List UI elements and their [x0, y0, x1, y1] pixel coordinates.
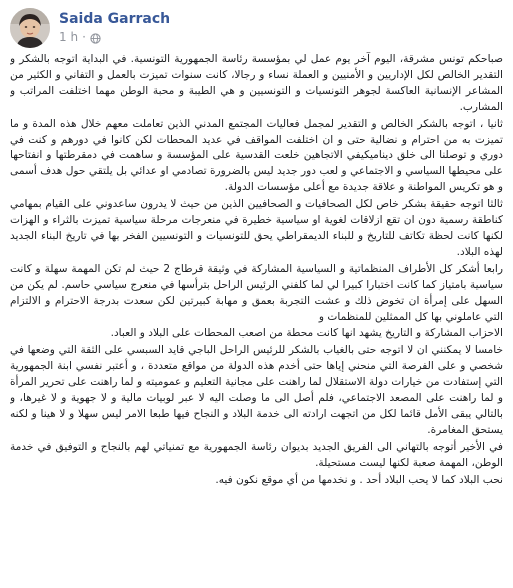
- post-paragraph-6: خامسا لا يمكنني ان لا اتوجه حتى بالغياب بالشكر للرئيس الراحل الباجي قايد السبسي على الثقة التي وضعها في شخصي و على الفرصة التي منحني إياها حتى أخدم هذه الدولة من مواقع متعددة ، و أعتبر نفسي ابنة الجمهورية التي إستفادت من خيارات دولة الاستقلال لما راهنت على مجانية التعليم و عموميته و لما راهنت على تحرير المرأة و لما راهنت على المصعد الاجتماعي، فلم أصل الى ما وصلت اليه لا عبر لوبيات مالية و لا جهوية و لا غيرها، و بالتالي يبقى الأمل قائما لكل من اتجهت ارادته الى خدمة البلاد و النجاح فيها طبعا الامر ليس سهلا و لا هينا و لكنه يستحق المغامرة.: [10, 344, 503, 436]
- author-name[interactable]: Saida Garrach: [59, 11, 171, 27]
- post-meta: [59, 29, 170, 45]
- post-paragraph-3: ثالثا اتوجه حقيقة بشكر خاص لكل الصحافيات و الصحافيين الذين من حيث لا يدرون ساعدوني على القيام بمهامي كناطقة رسمية دون ان تقع ازلاقات لغوية او سياسية خطيرة في منعرجات مرحلة سياسية تميزت بالثراء و الهزات لكنها كانت لحظة تكاتف للتاريخ و للبناء الديمقراطي يحق للتونسيات و التونسيين الفخر بها في تاريخ البناء الجديد لهذه البلاد.: [10, 198, 503, 258]
- post-paragraph-8: نحب البلاد كما لا يحب البلاد أحد . و نخدمها من أي موقع نكون فيه.: [215, 473, 503, 486]
- post-header: [10, 8, 170, 52]
- avatar-image: [10, 8, 50, 48]
- post-paragraph-7: في الأخير أتوجه بالتهاني الى الفريق الجديد بديوان رئاسة الجمهورية مع تمنياتي لهم بالنجاح و التوفيق في خدمة الوطن، المهمة صعبة لكنها ليست مستحيلة.: [10, 440, 503, 469]
- post-body: [10, 52, 503, 584]
- post-paragraph-2: ثانيا ، اتوجه بالشكر الخالص و التقدير لمجمل فعاليات المجتمع المدني الذين تعاملت معهم خلال هذه المدة و ما تميزت به من احترام و نضالية حتى و ان اختلفت المواقف في عديد المحطات لكن كانوا في دورهم و كنت في دوري و توصلنا الى خلق ديناميكيفي الاتجاهين خلعت القدسية على المؤسسة و ساهمت في دمقرطتها و انفتاحها على محيطها السياسي و الاجتماعي و لعب دور جديد ليس بالضرورة تصادمي او عدائي بل يلتقي حول هدف أسمى و هو تكريس المواطنة و علاقة جديدة مع أعلى مؤسسات الدولة.: [10, 117, 503, 194]
- post-paragraph-4: رابعا أشكر كل الأطراف المنظماتية و السياسية المشاركة في وثيقة قرطاج 2 حيث لم تكن المهمة سهلة و كانت سياسية بامتياز كما كانت اختبارا كبيرا لي لما كلفني الرئيس الراحل بترأسها في منعرج سياسي حاسم. لم يكن من السهل على إمرأة ان تخوض ذلك و عشت التجربة بعمق و مهابة كبيرتين لكن سعدت بدرجة الاحترام و الالتزام التي عاملوني بها كل الممثلين للمنظمات و: [10, 262, 503, 323]
- post-paragraph-1: صباحكم تونس مشرقة، اليوم آخر يوم عمل لي بمؤسسة رئاسة الجمهورية التونسية. في البداية اتوجه بالشكر و التقدير الخالص لكل الإداريين و الأمنيين و العملة نساء و رجالا، كانت سنوات تميزت بالعمل و التفاني و الكثير من المشاعر الإنسانية العاكسة لجوهر التونسيات و التونسيين و هي الطيبة و محبة الوطن مهما اختلفت المراتب و المشارب.: [10, 53, 503, 113]
- post-paragraph-5: الاحزاب المشاركة و التاريخ يشهد انها كانت محطة من اصعب المحطات على البلاد و العباد.: [110, 327, 503, 340]
- globe-icon[interactable]: [90, 32, 101, 43]
- avatar[interactable]: [10, 8, 50, 48]
- post-timestamp[interactable]: 1 h: [59, 30, 79, 44]
- meta-separator: ·: [82, 30, 86, 44]
